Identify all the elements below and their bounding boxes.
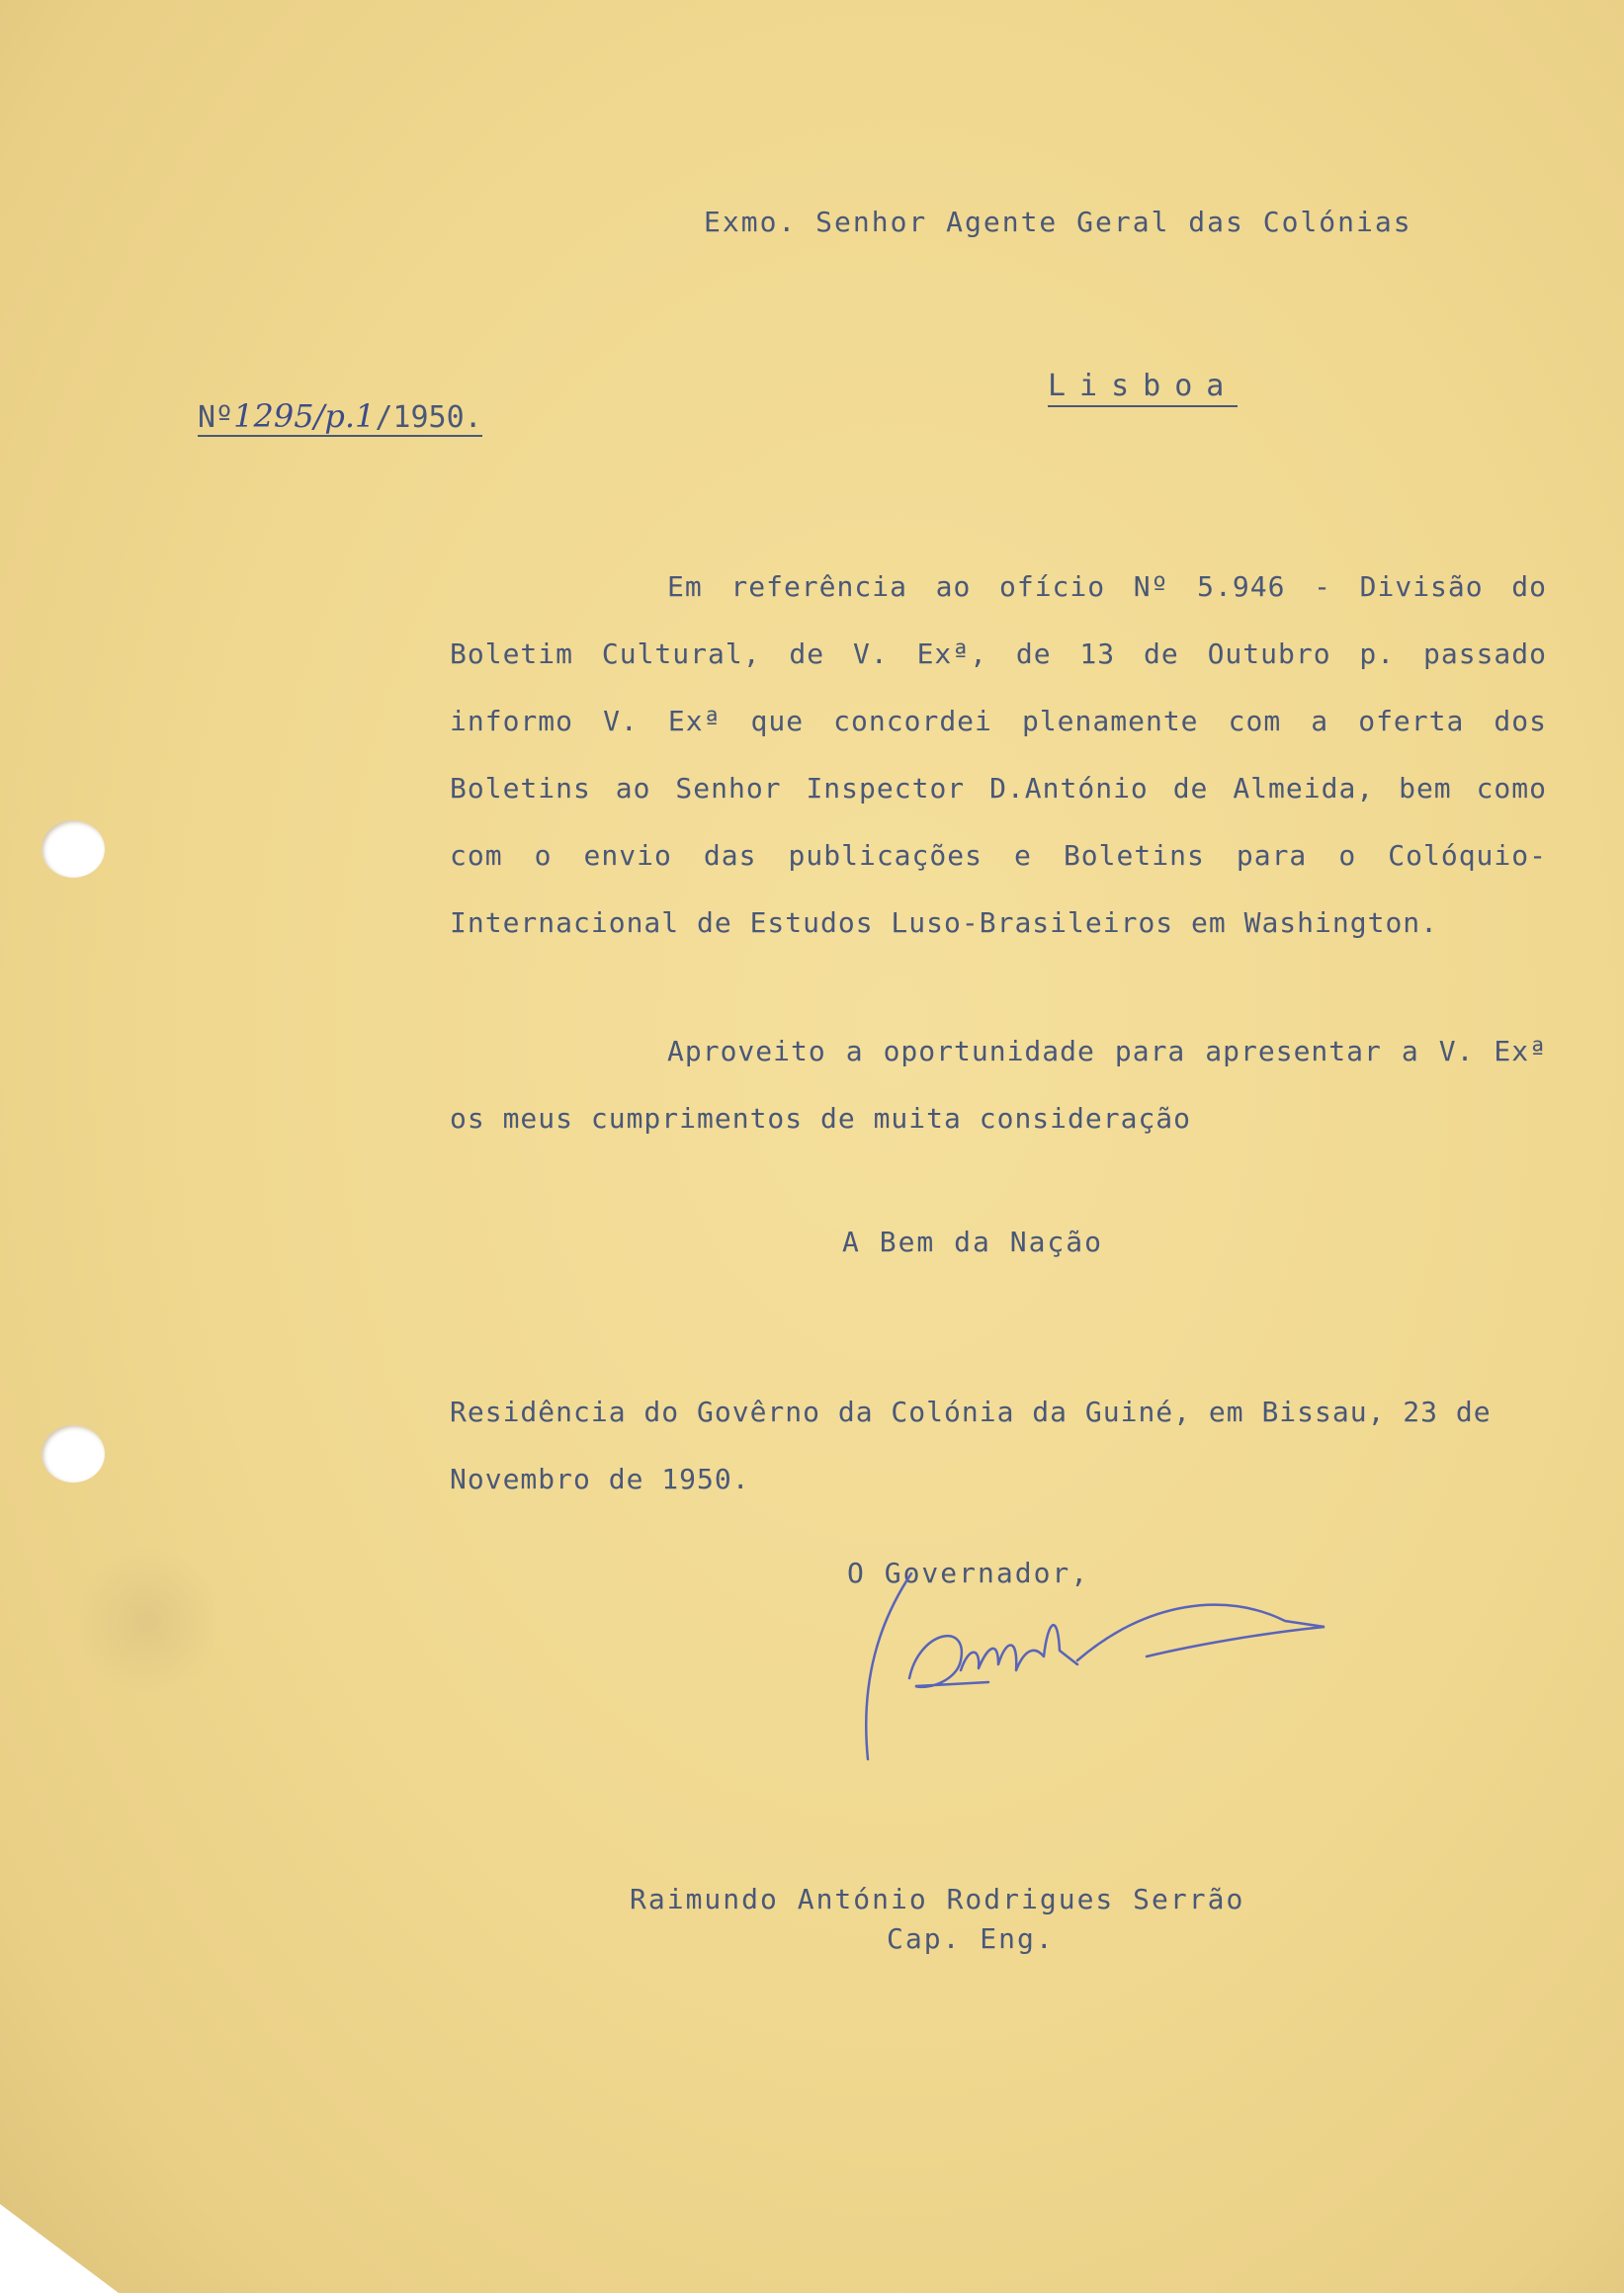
reference-handwritten: 1295/p.1 [233, 397, 376, 435]
reference-prefix: Nº [198, 400, 234, 435]
signatory-rank: Cap. Eng. [887, 1922, 1055, 1955]
signatory-name: Raimundo António Rodrigues Serrão [630, 1883, 1245, 1915]
torn-corner [0, 2204, 119, 2293]
punch-hole-bottom [42, 1425, 105, 1483]
paper-stain [79, 1542, 217, 1700]
reference-year: /1950. [375, 400, 482, 435]
body-paragraph-1: Em referência ao ofício Nº 5.946 - Divisão do Boletim Cultural, de V. Exª, de 13 de Outubro p. passado informo V. Exª que concordei plenamente com a oferta dos Boletins ao Senhor Inspector D.António de Almeida, bem como com o envio das publicações e Boletins para o Colóquio-Internacional de Estudos Luso-Brasileiros em Washington. [450, 570, 1547, 939]
closing-motto: A Bem da Nação [842, 1226, 1104, 1258]
punch-hole-top [42, 820, 105, 878]
handwritten-signature [850, 1562, 1344, 1779]
addressee-line: Exmo. Senhor Agente Geral das Colónias [704, 206, 1412, 238]
city-heading: Lisboa [1048, 369, 1238, 407]
reference-number [198, 397, 482, 437]
body-paragraph-2: Aproveito a oportunidade para apresentar a V. Exª os meus cumprimentos de muita consideração [450, 1035, 1547, 1135]
signatory-title: O Governador, [847, 1557, 1090, 1589]
place-and-date: Residência do Govêrno da Colónia da Guiné, em Bissau, 23 de Novembro de 1950. [450, 1396, 1492, 1495]
